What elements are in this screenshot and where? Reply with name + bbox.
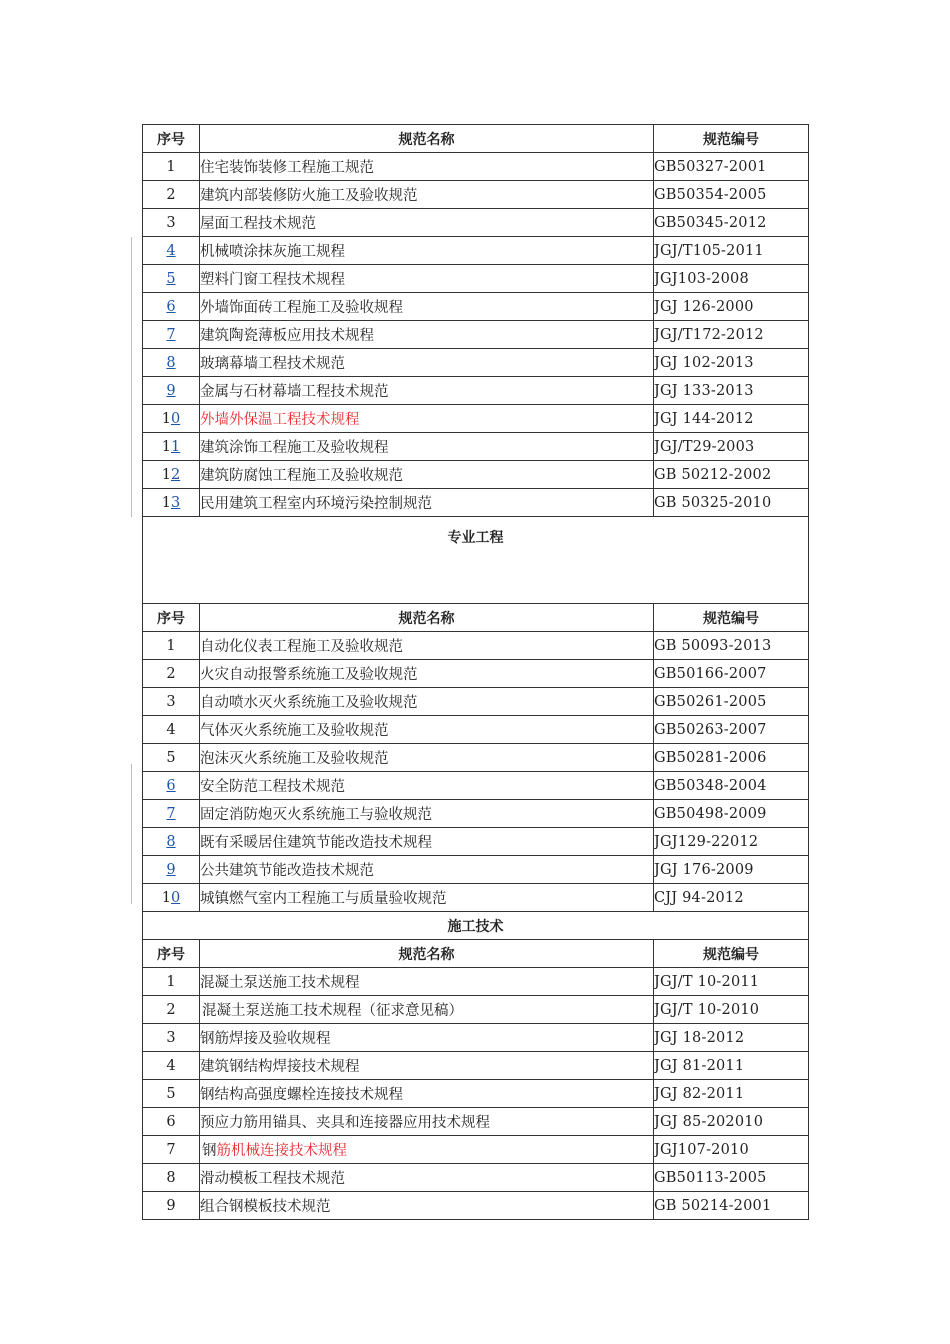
standard-name-cell: [200, 1136, 654, 1164]
standard-name: 钢筋焊接及验收规程: [200, 1024, 654, 1052]
table-row: [143, 1136, 809, 1164]
standard-code: GB50263-2007: [654, 716, 809, 744]
row-number: 4: [143, 1052, 200, 1080]
table-row: [143, 772, 809, 800]
column-header-no: 序号: [143, 125, 200, 153]
column-header-code: 规范编号: [654, 125, 809, 153]
standard-name: 既有采暖居住建筑节能改造技术规程: [200, 828, 654, 856]
row-number-cell: [143, 349, 200, 377]
standard-code: GB50261-2005: [654, 688, 809, 716]
section-title: 专业工程: [143, 517, 809, 604]
row-number-link[interactable]: 7: [166, 326, 176, 343]
table-row: [143, 1024, 809, 1052]
row-number-link[interactable]: 0: [171, 410, 181, 427]
row-number: 7: [143, 1136, 200, 1164]
table-row: [143, 181, 809, 209]
column-header-name: 规范名称: [200, 125, 654, 153]
standard-code: JGJ 82-2011: [654, 1080, 809, 1108]
standard-code: GB50354-2005: [654, 181, 809, 209]
row-number-cell: [143, 405, 200, 433]
standard-name: 混凝土泵送施工技术规程: [200, 968, 654, 996]
standard-name: 滑动模板工程技术规范: [200, 1164, 654, 1192]
table-row: [143, 968, 809, 996]
row-number: 2: [143, 996, 200, 1024]
standard-name: 机械喷涂抹灰施工规程: [200, 237, 654, 265]
table-row: [143, 321, 809, 349]
standard-name: 外墙饰面砖工程施工及验收规程: [200, 293, 654, 321]
column-header-name: 规范名称: [200, 940, 654, 968]
standard-code: GB 50212-2002: [654, 461, 809, 489]
row-number-prefix: 1: [161, 889, 171, 906]
standard-name: 预应力筋用锚具、夹具和连接器应用技术规程: [200, 1108, 654, 1136]
row-number-link[interactable]: 7: [166, 805, 176, 822]
standards-table: [142, 124, 809, 1220]
standard-name: 火灾自动报警系统施工及验收规范: [200, 660, 654, 688]
row-number-prefix: 1: [161, 494, 171, 511]
row-number-link[interactable]: 4: [166, 242, 176, 259]
standard-name-highlighted: 外墙外保温工程技术规程: [200, 405, 654, 433]
standard-name: 玻璃幕墙工程技术规范: [200, 349, 654, 377]
row-number-cell: [143, 377, 200, 405]
row-number-prefix: 1: [161, 410, 171, 427]
table-row: [143, 1164, 809, 1192]
standard-name: 气体灭火系统施工及验收规范: [200, 716, 654, 744]
standard-name: 混凝土泵送施工技术规程（征求意见稿）: [200, 996, 654, 1024]
table-row: [143, 856, 809, 884]
row-number-cell: [143, 433, 200, 461]
standard-code: JGJ129-22012: [654, 828, 809, 856]
row-number-link[interactable]: 0: [171, 889, 181, 906]
table-row: [143, 209, 809, 237]
standard-name: 民用建筑工程室内环境污染控制规范: [200, 489, 654, 517]
standard-name: 钢结构高强度螺栓连接技术规程: [200, 1080, 654, 1108]
section-title: 施工技术: [143, 912, 809, 940]
table-row: [143, 153, 809, 181]
column-header-no: 序号: [143, 940, 200, 968]
standard-code: JGJ/T172-2012: [654, 321, 809, 349]
row-number-link[interactable]: 8: [166, 833, 176, 850]
table-row: [143, 744, 809, 772]
standard-name: 建筑防腐蚀工程施工及验收规范: [200, 461, 654, 489]
row-number-link[interactable]: 8: [166, 354, 176, 371]
standard-code: JGJ/T 10-2010: [654, 996, 809, 1024]
standard-code: JGJ/T29-2003: [654, 433, 809, 461]
standard-name: 泡沫灭火系统施工及验收规范: [200, 744, 654, 772]
standard-code: GB 50214-2001: [654, 1192, 809, 1220]
table-header-row: [143, 125, 809, 153]
standard-name: 自动化仪表工程施工及验收规范: [200, 632, 654, 660]
table-row: [143, 237, 809, 265]
standard-code: GB50348-2004: [654, 772, 809, 800]
row-number-link[interactable]: 5: [166, 270, 176, 287]
table-row: [143, 377, 809, 405]
row-number-prefix: 1: [161, 466, 171, 483]
row-number: 9: [143, 1192, 200, 1220]
row-number: 5: [143, 1080, 200, 1108]
table-row: [143, 265, 809, 293]
standard-code: JGJ 85-202010: [654, 1108, 809, 1136]
table-row: [143, 632, 809, 660]
table-row: [143, 660, 809, 688]
standard-name: 固定消防炮灭火系统施工与验收规范: [200, 800, 654, 828]
row-number-cell: [143, 772, 200, 800]
standard-name: 建筑内部装修防火施工及验收规范: [200, 181, 654, 209]
row-number-cell: [143, 237, 200, 265]
standard-name: 塑料门窗工程技术规程: [200, 265, 654, 293]
standard-code: JGJ107-2010: [654, 1136, 809, 1164]
section-title-row: [143, 912, 809, 940]
standard-code: CJJ 94-2012: [654, 884, 809, 912]
standard-name: 住宅装饰装修工程施工规范: [200, 153, 654, 181]
standard-code: JGJ 18-2012: [654, 1024, 809, 1052]
column-header-code: 规范编号: [654, 604, 809, 632]
row-number: 3: [143, 1024, 200, 1052]
standard-name-highlighted: 筋机械连接技术规程: [216, 1143, 347, 1159]
row-number: 1: [143, 968, 200, 996]
row-number-link[interactable]: 9: [166, 382, 176, 399]
standard-code: JGJ 133-2013: [654, 377, 809, 405]
row-number: 2: [143, 660, 200, 688]
standard-name: 安全防范工程技术规范: [200, 772, 654, 800]
row-number-link[interactable]: 1: [171, 438, 181, 455]
table-row: [143, 293, 809, 321]
standard-name: 公共建筑节能改造技术规范: [200, 856, 654, 884]
row-number-prefix: 1: [161, 438, 171, 455]
standard-code: JGJ/T105-2011: [654, 237, 809, 265]
row-number: 6: [143, 1108, 200, 1136]
table-row: [143, 828, 809, 856]
row-number: 5: [143, 744, 200, 772]
standard-name: 金属与石材幕墙工程技术规范: [200, 377, 654, 405]
table-row: [143, 489, 809, 517]
standard-code: GB50166-2007: [654, 660, 809, 688]
table-row: [143, 1080, 809, 1108]
row-number-cell: [143, 856, 200, 884]
standard-code: GB50281-2006: [654, 744, 809, 772]
column-header-no: 序号: [143, 604, 200, 632]
standard-code: JGJ 126-2000: [654, 293, 809, 321]
standard-name: 城镇燃气室内工程施工与质量验收规范: [200, 884, 654, 912]
row-number-cell: [143, 265, 200, 293]
standard-code: GB50113-2005: [654, 1164, 809, 1192]
standard-code: GB 50325-2010: [654, 489, 809, 517]
row-number-cell: [143, 800, 200, 828]
row-number-link[interactable]: 6: [166, 298, 176, 315]
row-number: 8: [143, 1164, 200, 1192]
standard-code: JGJ 144-2012: [654, 405, 809, 433]
table-row: [143, 1192, 809, 1220]
table-row: [143, 688, 809, 716]
standard-name: 建筑涂饰工程施工及验收规程: [200, 433, 654, 461]
row-number-cell: [143, 461, 200, 489]
table-row: [143, 405, 809, 433]
standard-name: 建筑陶瓷薄板应用技术规程: [200, 321, 654, 349]
standard-code: JGJ 102-2013: [654, 349, 809, 377]
table-row: [143, 433, 809, 461]
standard-code: GB 50093-2013: [654, 632, 809, 660]
row-number: 2: [143, 181, 200, 209]
standard-name: 屋面工程技术规范: [200, 209, 654, 237]
row-number: 3: [143, 688, 200, 716]
margin-mark: [131, 237, 132, 517]
table-row: [143, 800, 809, 828]
margin-mark: [131, 764, 132, 904]
standard-name: 建筑钢结构焊接技术规程: [200, 1052, 654, 1080]
standard-code: GB50345-2012: [654, 209, 809, 237]
table-row: [143, 884, 809, 912]
row-number: 1: [143, 632, 200, 660]
column-header-name: 规范名称: [200, 604, 654, 632]
row-number-link[interactable]: 6: [166, 777, 176, 794]
column-header-code: 规范编号: [654, 940, 809, 968]
row-number-cell: [143, 293, 200, 321]
standard-name: 组合钢模板技术规范: [200, 1192, 654, 1220]
row-number-link[interactable]: 2: [171, 466, 181, 483]
table-header-row: [143, 604, 809, 632]
row-number-cell: [143, 884, 200, 912]
row-number-link[interactable]: 3: [171, 494, 181, 511]
table-row: [143, 996, 809, 1024]
table-row: [143, 716, 809, 744]
row-number: 1: [143, 153, 200, 181]
row-number: 3: [143, 209, 200, 237]
table-row: [143, 349, 809, 377]
table-row: [143, 1108, 809, 1136]
table-row: [143, 1052, 809, 1080]
row-number: 4: [143, 716, 200, 744]
standard-code: JGJ 176-2009: [654, 856, 809, 884]
row-number-link[interactable]: 9: [166, 861, 176, 878]
standard-code: JGJ/T 10-2011: [654, 968, 809, 996]
row-number-cell: [143, 321, 200, 349]
standard-code: GB50327-2001: [654, 153, 809, 181]
standard-code: JGJ103-2008: [654, 265, 809, 293]
table-row: [143, 461, 809, 489]
standard-code: GB50498-2009: [654, 800, 809, 828]
standard-name: 自动喷水灭火系统施工及验收规范: [200, 688, 654, 716]
section-title-row: [143, 517, 809, 604]
row-number-cell: [143, 828, 200, 856]
table-header-row: [143, 940, 809, 968]
row-number-cell: [143, 489, 200, 517]
standard-name-prefix: 钢: [202, 1143, 217, 1159]
standard-code: JGJ 81-2011: [654, 1052, 809, 1080]
